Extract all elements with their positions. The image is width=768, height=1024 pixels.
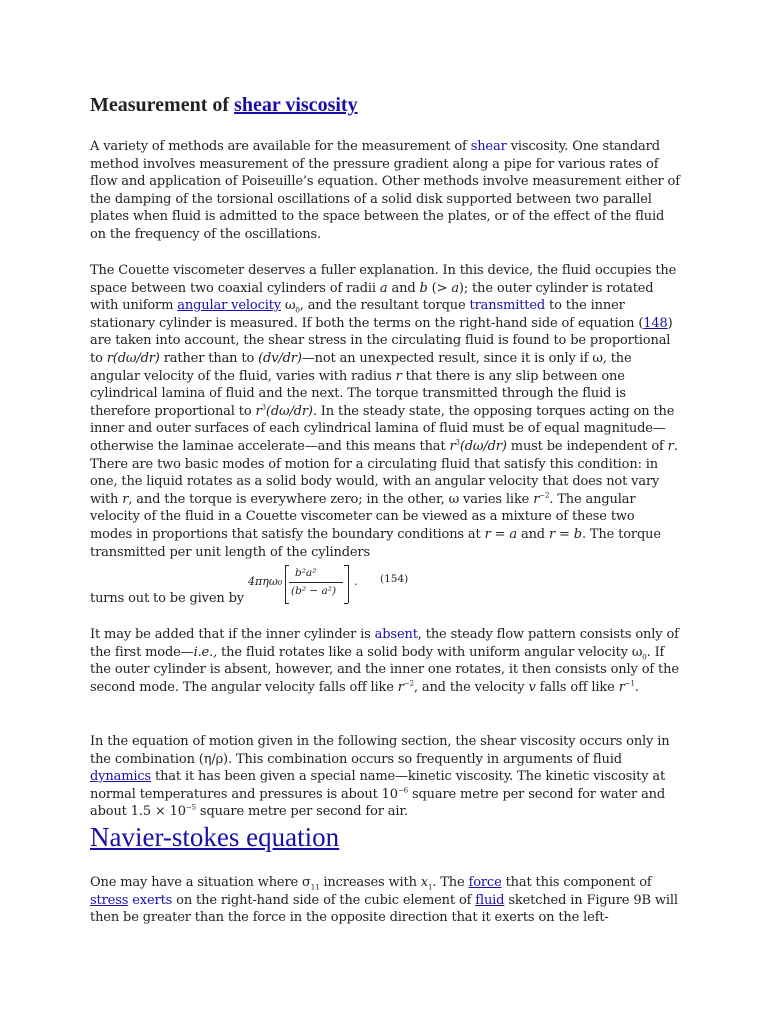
text: and — [517, 526, 549, 542]
bracket-tick — [285, 603, 289, 604]
link-fluid[interactable]: fluid — [475, 892, 505, 908]
text: must be independent of — [506, 438, 668, 454]
text: that this component of — [501, 875, 652, 890]
text: that there is any slip between one cylindrical lamina of fluid and the next. The torque transmitted through the fluid is therefore proportional to — [90, 368, 626, 419]
link-force[interactable]: force — [468, 875, 502, 890]
text: ); the outer cylinder is rotated with uniform — [90, 280, 654, 314]
subscript: 1 — [427, 883, 433, 892]
var: v — [528, 679, 536, 695]
text: ) are taken into account, the shear stress in the circulating fluid is found to be proportional to — [90, 315, 673, 366]
link-dynamics[interactable]: dynamics — [90, 769, 152, 785]
paragraph-stress — [90, 874, 680, 927]
text: One may have a situation where σ — [90, 875, 311, 890]
equation-denominator: (b² − a²) — [291, 585, 337, 597]
link-angular-velocity[interactable]: angular velocity — [177, 298, 281, 314]
subscript: 0 — [642, 653, 647, 662]
text: , and the torque is everywhere zero; in the other, ω varies like — [128, 491, 534, 507]
var: x — [420, 875, 428, 890]
link-stress[interactable]: stress — [90, 892, 129, 908]
text: i.e., — [193, 644, 218, 660]
var: r — [397, 679, 404, 695]
text: , the steady flow pattern consists only of the first mode— — [90, 627, 679, 660]
equation-154 — [248, 563, 468, 607]
paragraph-kinetic-viscosity — [90, 733, 680, 821]
section-heading-navier-stokes — [90, 822, 339, 853]
math: (dω/dr) — [265, 403, 313, 419]
superscript: −6 — [397, 786, 408, 795]
superscript: −5 — [185, 804, 196, 813]
text: turns out to be given by — [90, 591, 244, 606]
superscript: −1 — [624, 679, 635, 688]
text: (> — [427, 280, 452, 296]
paragraph-inner-cylinder — [90, 626, 680, 696]
var: a — [451, 280, 459, 296]
text: = — [555, 526, 574, 542]
math: (dω/dr) — [459, 438, 507, 454]
var: r — [618, 679, 625, 695]
var: a — [379, 280, 388, 296]
var: a — [509, 526, 517, 542]
text: ω — [280, 298, 296, 314]
text: In the equation of motion given in the following section, the shear viscosity occurs only in the combination (η/ρ). This combination occurs so frequently in arguments of fluid — [90, 734, 670, 767]
link-navier-stokes[interactable]: Navier-stokes equation — [90, 822, 340, 852]
equation-period: . — [354, 575, 358, 588]
text: the fluid rotates like a solid body with uniform angular velocity ω — [217, 644, 643, 660]
text: square metre per second for water and about 1.5 × 10 — [90, 786, 666, 820]
superscript: 3 — [261, 403, 266, 412]
math: r(dω/dr) — [106, 350, 160, 366]
text: , and the resultant torque — [299, 298, 470, 314]
math: (dv/dr) — [258, 350, 302, 366]
superscript: −2 — [539, 491, 550, 500]
text: . There are two basic modes of motion for a circulating fluid that satisfy this condition: in one, the liquid rotates as a solid body would, with an angular velocity that does not vary with — [90, 438, 678, 507]
text: viscosity. One standard method involves measurement of the pressure gradient along a pipe for various rates of flow and application of Poiseuille’s equation. Other methods involve measurement either of the damping of the torsional oscillations of a solid disk supported between two parallel plates when fluid is admitted to the space between the plates, or of the effect of the fluid on the frequency of the oscillations. — [90, 139, 680, 242]
equation-coefficient: 4πηω₀ — [248, 575, 283, 588]
link-absent[interactable]: absent — [374, 627, 418, 642]
bracket-tick — [344, 603, 348, 604]
text: . — [634, 679, 639, 695]
equation-number: (154) — [380, 573, 409, 585]
subscript: 0 — [295, 306, 300, 315]
text: on the right-hand side of the cubic element of — [172, 892, 476, 908]
subscript: 11 — [310, 883, 320, 892]
text: A variety of methods are available for the measurement of — [90, 139, 471, 154]
var: b — [573, 526, 582, 542]
var: r — [533, 491, 540, 507]
text: increases with — [319, 875, 421, 890]
section-heading-measurement — [90, 94, 358, 117]
text: falls off like — [535, 679, 619, 695]
text: to the inner stationary cylinder is measured. If both the terms on the right-hand side of equation ( — [90, 298, 644, 331]
heading-text: Measurement of — [90, 94, 235, 116]
text: that it has been given a special name—kinetic viscosity. The kinetic viscosity at normal temperatures and pressures is about 10 — [90, 769, 666, 802]
superscript: 3 — [455, 438, 460, 447]
text: = — [490, 526, 510, 542]
var: r — [395, 368, 402, 384]
text: . The — [432, 875, 469, 890]
text: It may be added that if the inner cylinder is — [90, 627, 375, 642]
superscript: −2 — [403, 679, 414, 688]
text: and — [387, 280, 420, 296]
var: r — [449, 438, 456, 454]
var: r — [548, 526, 556, 542]
text: The Couette viscometer deserves a fuller explanation. In this device, the fluid occupies the space between two coaxial cylinders of radii — [90, 263, 677, 296]
bracket-tick — [285, 565, 289, 566]
paragraph-couette — [90, 262, 680, 561]
var: r — [667, 438, 674, 454]
link-equation-148[interactable]: 148 — [643, 315, 668, 331]
paragraph-methods — [90, 138, 680, 244]
link-transmitted[interactable]: transmitted — [469, 298, 546, 314]
bracket-tick — [344, 565, 348, 566]
text: . The angular velocity of the fluid in a Couette viscometer can be viewed as a mixture of these two modes in proportions that satisfy the boundary conditions at — [90, 491, 636, 542]
var: r — [255, 403, 262, 419]
fraction-bar — [289, 582, 343, 583]
link-shear-viscosity[interactable]: shear viscosity — [234, 94, 358, 116]
text: . The torque transmitted per unit length of the cylinders — [90, 526, 661, 560]
text: , and the velocity — [413, 679, 529, 695]
text: —not an unexpected result, since it is only if ω, the angular velocity of the fluid, varies with radius — [90, 350, 632, 384]
text: . In the steady state, the opposing torques acting on the inner and outer surfaces of each cylindrical lamina of fluid must be of equal magnitude—otherwise the laminae accelerate—and this means that — [90, 403, 675, 454]
text: sketched in Figure 9B will then be greater than the force in the opposite direction that it exerts on the left- — [90, 892, 678, 926]
text: . If the outer cylinder is absent, however, and the inner one rotates, it then consists only of the second mode. The angular velocity falls off like — [90, 644, 679, 695]
var: r — [484, 526, 491, 542]
link-shear[interactable]: shear — [470, 139, 507, 154]
link-exerts[interactable]: exerts — [132, 892, 173, 908]
text: rather than to — [159, 350, 259, 366]
var: b — [419, 280, 428, 296]
text: square metre per second for air. — [195, 804, 409, 820]
var: r — [122, 491, 129, 507]
equation-numerator: b²a² — [295, 567, 317, 579]
